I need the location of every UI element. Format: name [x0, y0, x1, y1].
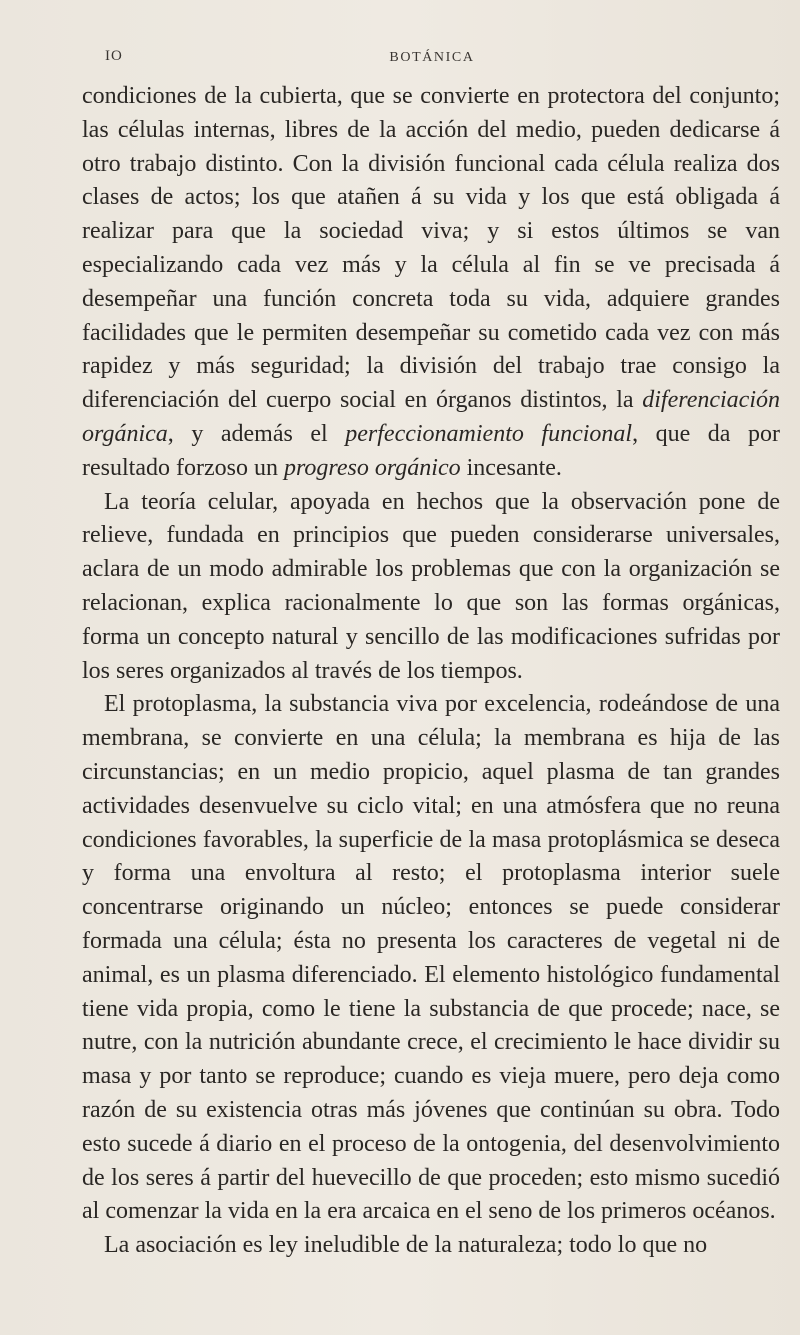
italic-term-diferenciacion-organica: diferenciación orgánica [82, 387, 780, 447]
body-text [82, 80, 780, 1263]
italic-term-progreso-organico: progreso orgánico [283, 454, 461, 481]
text-segment: incesante. [460, 454, 562, 481]
paragraph-2: La teoría celular, apoyada en hechos que la observación pone de relieve, fundada en principios que pueden considerarse universales, aclara de un modo admirable los problemas que con la organización se relacionan, explica racionalmente lo que son las formas orgánicas, forma un concepto natural y sencillo de las modificaciones sufridas por los seres organizados al través de los tiempos. [82, 488, 780, 684]
text-segment: condiciones de la cubierta, que se convierte en protectora del conjunto; las células internas, libres de la acción del medio, pueden dedicarse á otro trabajo distinto. Con la división funcional cada célula realiza dos clases de actos; los que atañen á su vida y los que está obligada á realizar para que la sociedad viva; y si estos últimos se van especializando cada vez más y la célula al fin se ve precisada á desempeñar una función concreta toda su vida, adquiere grandes facilidades que le permiten desempeñar su cometido cada vez con más rapidez y más seguridad; la división del trabajo trae consigo la diferenciación del cuerpo social en órganos distintos, la [82, 83, 780, 414]
text-segment: , y además el [167, 420, 346, 447]
paragraph-1 [82, 80, 780, 486]
running-head: BOTÁNICA [389, 50, 475, 65]
italic-term-perfeccionamiento-funcional: perfeccionamiento funcional [345, 420, 633, 447]
text-segment: , que da por resultado forzoso un [82, 420, 780, 481]
paragraph-4: La asociación es ley ineludible de la naturaleza; todo lo que no [104, 1232, 708, 1259]
page-number: IO [105, 48, 123, 64]
paragraph-3: El protoplasma, la substancia viva por excelencia, rodeándose de una membrana, se convierte en una célula; la membrana es hija de las circunstancias; en un medio propicio, aquel plasma de tan grandes actividades desenvuelve su ciclo vital; en una atmósfera que no reuna condiciones favorables, la superficie de la masa protoplásmica se deseca y forma una envoltura al resto; el protoplasma interior suele concentrarse originando un núcleo; entonces se puede considerar formada una célula; ésta no presenta los caracteres de vegetal ni de animal, es un plasma diferenciado. El elemento histológico fundamental tiene vida propia, como le tiene la substancia de que procede; nace, se nutre, con la nutrición abundante crece, el crecimiento le hace dividir su masa y por tanto se reproduce; cuando es vieja muere, pero deja como razón de su existencia otras más jóvenes que continúan su obra. Todo esto sucede á diario en el proceso de la ontogenia, del desenvolvimiento de los seres á partir del huevecillo de que proceden; esto mismo sucedió al comenzar la vida en la era arcaica en el seno de los primeros océanos. [82, 691, 780, 1225]
page-header [82, 48, 782, 74]
